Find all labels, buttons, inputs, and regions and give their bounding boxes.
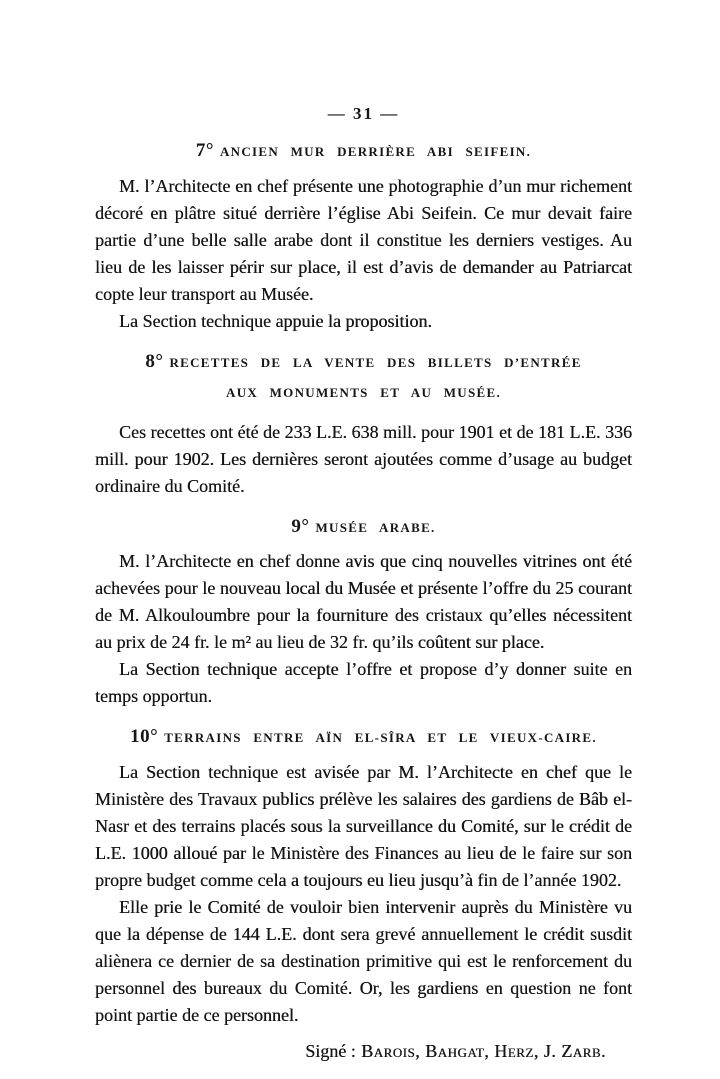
- section-9-heading: [95, 513, 632, 542]
- section-8-heading-line2: AUX MONUMENTS ET AU MUSÉE.: [226, 385, 501, 400]
- paragraph: M. l’Architecte en chef présente une photographie d’un mur richement décoré en plâtre situé derrière l’église Abi Seifein. Ce mur devait faire partie d’une belle salle arabe dont il constitue les derniers vestiges. Au lieu de les laisser périr sur place, il est d’avis de demander au Patriarcat copte leur transport au Musée.: [95, 175, 632, 304]
- section-7: [95, 137, 632, 335]
- signature-line: [95, 1038, 632, 1065]
- section-7-title: ANCIEN MUR DERRIÈRE ABI SEIFEIN.: [219, 144, 532, 159]
- section-10-title: TERRAINS ENTRE AÏN EL-SÎRA ET LE VIEUX-CAIRE.: [164, 730, 597, 745]
- paragraph: La Section technique accepte l’offre et propose d’y donner suite en temps opportun.: [95, 659, 632, 706]
- section-10-heading: [95, 723, 632, 752]
- section-7-heading: [95, 137, 632, 166]
- section-10: [95, 723, 632, 1029]
- section-8-number: 8°: [145, 350, 164, 372]
- signature-names: Barois, Bahgat, Herz, J. Zarb.: [361, 1040, 606, 1061]
- section-8-heading: [95, 348, 632, 377]
- section-8: [95, 348, 632, 500]
- section-9-title: MUSÉE ARABE.: [315, 519, 436, 535]
- signature-prefix: Signé :: [305, 1040, 356, 1061]
- section-7-number: 7°: [195, 140, 214, 161]
- section-8-title: RECETTES DE LA VENTE DES BILLETS D’ENTRÉE: [169, 354, 582, 370]
- text-block: [95, 104, 632, 1065]
- paragraph: La Section technique appuie la proposition.: [119, 310, 432, 331]
- section-9-number: 9°: [291, 515, 310, 537]
- paragraph: Ces recettes ont été de 233 L.E. 638 mill. pour 1901 et de 181 L.E. 336 mill. pour 1902. Les dernières seront ajoutées comme d’usage au budget ordinaire du Comité.: [95, 421, 632, 496]
- paragraph: La Section technique est avisée par M. l’Architecte en chef que le Ministère des Travaux publics prélève les salaires des gardiens de Bâb el-Nasr et des terrains placés sous la surveillance du Comité, sur le crédit de L.E. 1000 alloué par le Ministère des Finances au lieu de le faire sur son propre budget comme cela a toujours eu lieu jusqu’à fin de l’année 1902.: [95, 761, 632, 890]
- paragraph: Elle prie le Comité de vouloir bien intervenir auprès du Ministère vu que la dépense de 144 L.E. dont sera grevé annuellement le crédit susdit aliènera ce dernier de sa destination primitive qui est le renforcement du personnel des bureaux du Comité. Or, les gardiens en question ne font point partie de ce personnel.: [95, 896, 632, 1025]
- paragraph: M. l’Architecte en chef donne avis que cinq nouvelles vitrines ont été achevées pour le nouveau local du Musée et présente l’offre du 25 courant de M. Alkouloumbre pour la fourniture des cristaux qu’elles nécessitent au prix de 24 fr. le m² au lieu de 32 fr. qu’ils coûtent sur place.: [95, 551, 632, 652]
- section-9: [95, 513, 632, 711]
- section-10-number: 10°: [130, 726, 159, 747]
- page-number: — 31 —: [327, 104, 400, 123]
